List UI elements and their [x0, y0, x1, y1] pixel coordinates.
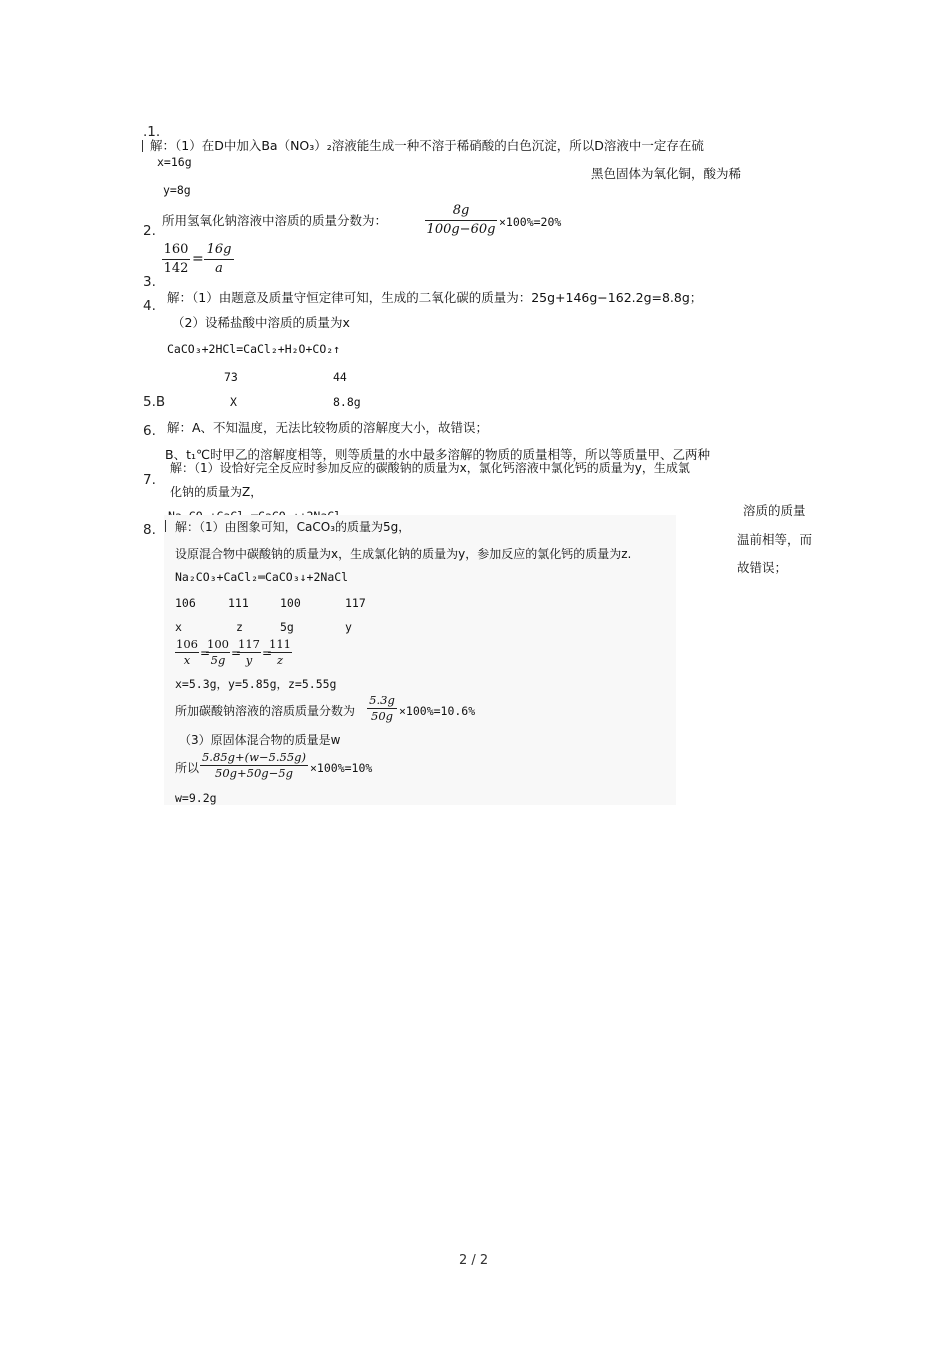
q8-f2-denominator: 5g — [210, 653, 226, 667]
q8-mass-100: 100 — [280, 596, 301, 610]
item-number-8: 8. — [143, 522, 156, 538]
item-number-6: 6. — [143, 423, 156, 439]
q8-mass-111: 111 — [228, 596, 249, 610]
q8-fraction-prefix: 所加碳酸钠溶液的溶质质量分数为 — [175, 704, 356, 718]
q8-concentration-fraction — [367, 694, 397, 723]
q3-f1-numerator: 160 — [163, 242, 189, 257]
q6-clipped-line — [165, 447, 825, 462]
q4-line2: （2）设稀盐酸中溶质的质量为x — [172, 315, 350, 330]
text-cursor — [142, 140, 143, 152]
item-number-4: 4. — [143, 298, 156, 314]
q8-big-tail: ×100%=10% — [310, 761, 373, 775]
q3-fraction-2 — [204, 242, 234, 277]
q4-equation: CaCO₃+2HCl=CaCl₂+H₂O+CO₂↑ — [167, 342, 341, 356]
q4-mass-73: 73 — [224, 370, 238, 384]
item-number-2: 2. — [143, 223, 156, 239]
q8-f1-denominator: x — [183, 653, 191, 667]
q8-so: 所以 — [175, 761, 200, 775]
q8-var-x: x — [175, 620, 182, 634]
q3-equals: = — [192, 251, 204, 267]
q1-x-value: x=16g — [157, 155, 192, 169]
q8-equals-3: = — [262, 646, 273, 660]
q8-w-value: w=9.2g — [175, 791, 217, 805]
q8-equals-1: = — [200, 646, 211, 660]
q8-var-z: z — [236, 620, 243, 634]
q7-line1: 解：（1）设恰好完全反应时参加反应的碳酸钠的质量为x，氯化钙溶液中氯化钙的质量为y，生成氯 — [170, 461, 690, 475]
q8-conc-denominator: 50g — [371, 709, 393, 723]
q8-fraction-3 — [237, 638, 261, 667]
q8-fraction-1 — [175, 638, 199, 667]
q8-big-numerator: 5.85g+(w−5.55g) — [201, 750, 307, 764]
q6-line1: 解：A、不知温度，无法比较物质的溶解度大小，故错误； — [167, 420, 489, 435]
fraction-bar — [204, 259, 234, 260]
item-number-5: 5.B — [143, 394, 166, 410]
q8-f4-denominator: z — [276, 653, 284, 667]
q2-text: 所用氢氧化钠溶液中溶质的质量分数为： — [162, 213, 388, 228]
q8-var-y: y — [345, 620, 352, 634]
q2-tail: ×100%=20% — [499, 215, 562, 229]
q2-frac-denominator: 100g−60g — [426, 222, 496, 237]
text-cursor — [165, 520, 166, 532]
q1-clipped-line — [150, 138, 770, 153]
q2-frac-numerator: 8g — [452, 203, 470, 218]
q3-f2-denominator: a — [215, 261, 223, 276]
q8-mass-fraction — [200, 751, 308, 780]
q8-concentration-tail: ×100%=10.6% — [399, 704, 476, 718]
q8-fraction-4 — [268, 638, 292, 667]
item-number-7: 7. — [143, 472, 156, 488]
q8-fraction-2 — [206, 638, 230, 667]
q8-big-denominator: 50g+50g−5g — [215, 766, 293, 780]
q7-right1: 溶质的质量 — [743, 503, 806, 518]
q4-co2-mass: 8.8g — [333, 395, 361, 409]
q8-equation: Na₂CO₃+CaCl₂═CaCO₃↓+2NaCl — [175, 570, 349, 584]
q1-line1: 解：（1）在D中加入Ba（NO₃）₂溶液能生成一种不溶于稀硝酸的白色沉淀，所以D溶液中一定存在硫 — [150, 138, 704, 153]
q8-equals-2: = — [231, 646, 242, 660]
q7-right2: 温前相等，而 — [737, 532, 813, 547]
fraction-bar — [162, 259, 190, 260]
q8-f4-numerator: 111 — [269, 637, 291, 651]
q4-unknown-x: X — [230, 395, 237, 409]
q8-conc-numerator: 5.3g — [369, 693, 395, 707]
q1-right-text: 黑色固体为氧化铜，酸为稀 — [591, 166, 742, 181]
q8-line2: 设原混合物中碳酸钠的质量为x，生成氯化钠的质量为y，参加反应的氯化钙的质量为z. — [175, 547, 632, 561]
q8-part3: （3）原固体混合物的质量是w — [179, 733, 341, 747]
q8-f1-numerator: 106 — [176, 637, 198, 651]
q8-mass-117: 117 — [345, 596, 366, 610]
q4-mass-44: 44 — [333, 370, 347, 384]
q8-var-5g: 5g — [280, 620, 294, 634]
page-number: 2 / 2 — [459, 1253, 489, 1268]
q7-line2: 化钠的质量为Z， — [170, 485, 263, 499]
fraction-bar — [425, 220, 497, 221]
q1-y-value: y=8g — [163, 183, 191, 197]
q4-line1: 解：（1）由题意及质量守恒定律可知，生成的二氧化碳的质量为：25g+146g−162.2g=8.8g； — [167, 290, 703, 305]
q8-mass-106: 106 — [175, 596, 196, 610]
q3-fraction-1 — [162, 242, 190, 277]
q7-right3: 故错误； — [737, 560, 788, 575]
item-number-1: .1. — [143, 124, 161, 140]
q8-f2-numerator: 100 — [207, 637, 229, 651]
q8-f3-numerator: 117 — [238, 637, 260, 651]
q2-fraction — [425, 203, 497, 238]
q8-line1: 解：（1）由图象可知，CaCO₃的质量为5g， — [175, 520, 411, 534]
q3-f2-numerator: 16g — [206, 242, 232, 257]
item-number-3: 3. — [143, 274, 156, 290]
q8-f3-denominator: y — [245, 653, 253, 667]
q6-line2: B、t₁℃时甲乙的溶解度相等，则等质量的水中最多溶解的物质的质量相等，所以等质量甲、乙两种 — [165, 447, 711, 462]
q3-f1-denominator: 142 — [163, 261, 189, 276]
q7-clipped-equation — [168, 508, 368, 515]
q8-results: x=5.3g，y=5.85g，z=5.55g — [175, 677, 337, 691]
